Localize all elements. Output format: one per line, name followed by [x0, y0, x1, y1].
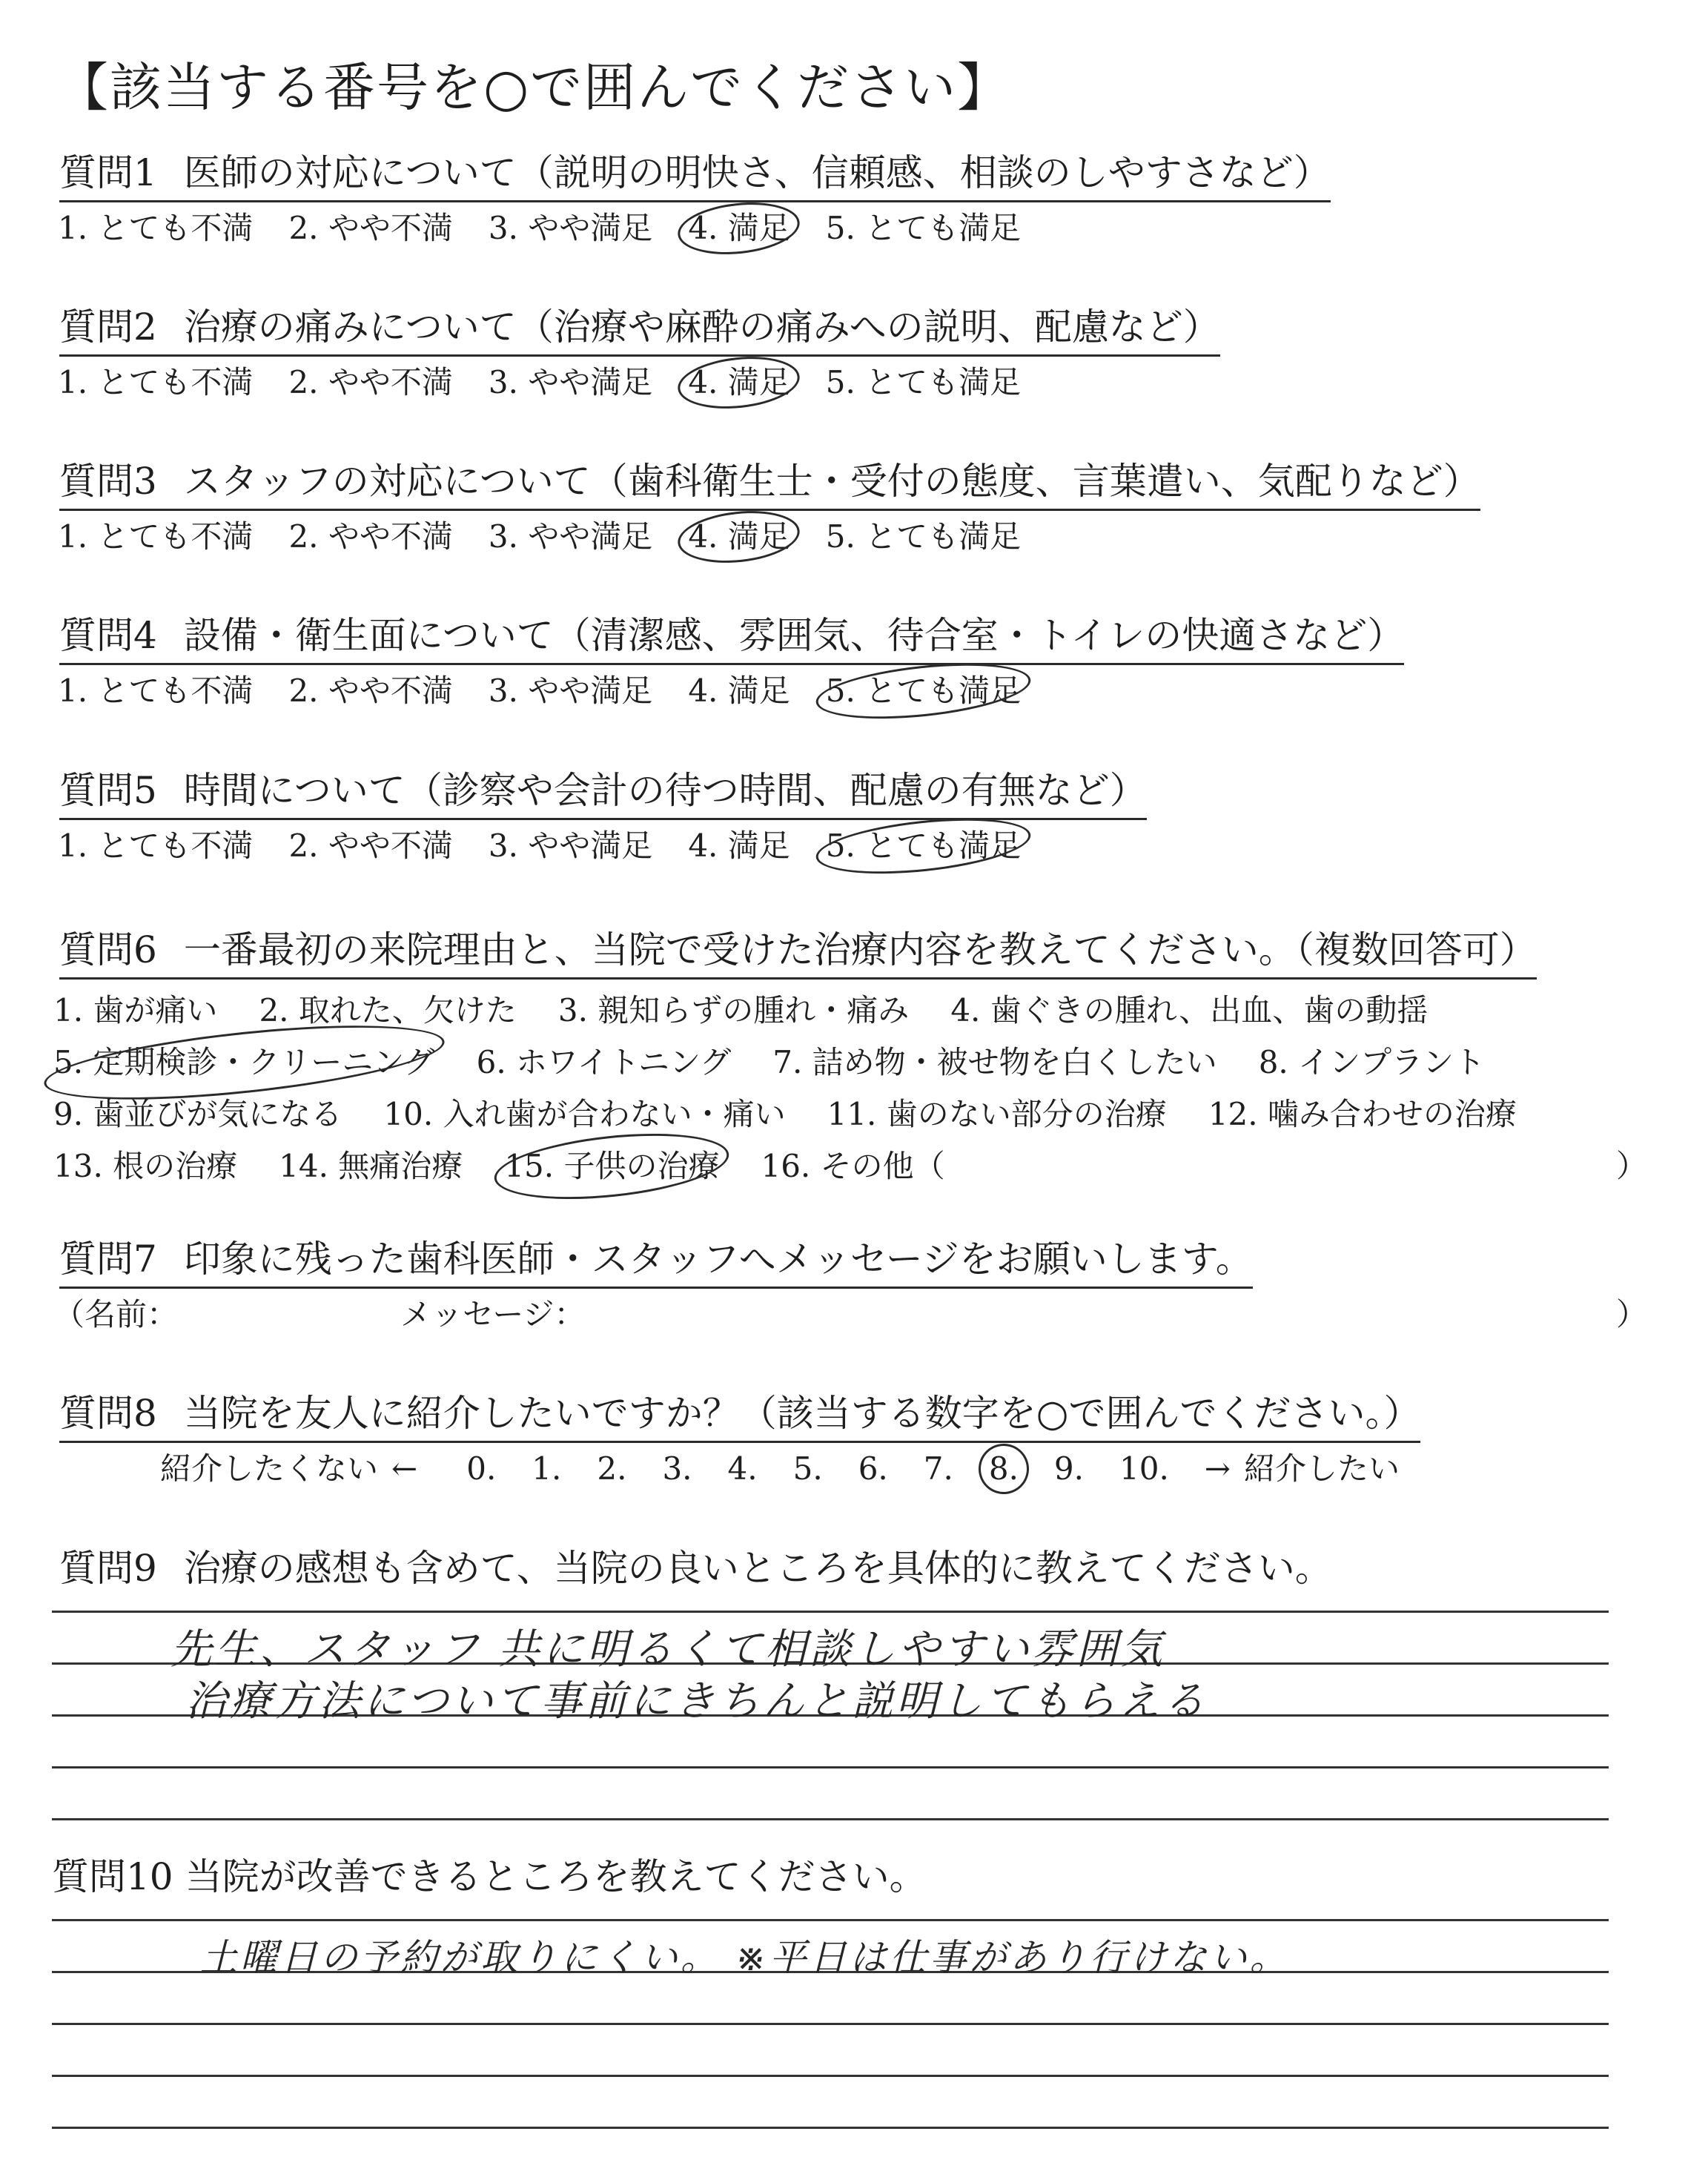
- handwritten-answer: 治療方法について事前にきちんと説明してもらえる: [185, 1677, 1208, 1725]
- scale-value[interactable]: 7.: [923, 1450, 953, 1487]
- answer-option[interactable]: 11. 歯のない部分の治療: [827, 1096, 1167, 1132]
- question-1-heading: [59, 148, 1331, 202]
- question-text: スタッフの対応について（歯科衛生士・受付の態度、言葉遣い、気配りなど）: [183, 460, 1480, 503]
- answer-option[interactable]: 16. その他（: [761, 1148, 945, 1184]
- answer-option[interactable]: 4. 満足: [688, 673, 790, 709]
- message-field[interactable]: [53, 1294, 1647, 1335]
- answer-option[interactable]: 3. やや満足: [488, 673, 653, 709]
- question-text: 一番最初の来院理由と、当院で受けた治療内容を教えてください。（複数回答可）: [183, 928, 1537, 971]
- answer-options: [58, 208, 1021, 249]
- answer-option[interactable]: 1. とても不満: [58, 828, 254, 864]
- answer-option[interactable]: 1. 歯が痛い: [53, 992, 218, 1028]
- answer-option[interactable]: 5. とても満足: [825, 210, 1022, 246]
- question-3-heading: [59, 457, 1480, 511]
- selected-option[interactable]: 4. 満足: [688, 362, 790, 403]
- selected-option[interactable]: 5. とても満足: [826, 670, 1021, 712]
- scale-value[interactable]: 0.: [466, 1450, 497, 1487]
- selected-option[interactable]: 4. 満足: [688, 208, 790, 249]
- question-text: 設備・衛生面について（清潔感、雰囲気、待合室・トイレの快適さなど）: [183, 614, 1405, 657]
- answer-option[interactable]: 1. とても不満: [58, 210, 254, 246]
- answer-option[interactable]: 5. とても満足: [825, 518, 1022, 555]
- answer-option[interactable]: 1. とても不満: [58, 673, 254, 709]
- answer-option[interactable]: 10. 入れ歯が合わない・痛い: [383, 1096, 786, 1132]
- message-label: メッセージ：: [400, 1296, 586, 1332]
- question-4-heading: [59, 611, 1404, 665]
- question-number: 質問4: [59, 614, 157, 657]
- scale-value[interactable]: 5.: [792, 1450, 823, 1487]
- question-10-heading: [52, 1852, 927, 1904]
- question-8-heading: [59, 1389, 1420, 1443]
- scale-right-label: 紹介したい: [1244, 1450, 1400, 1487]
- answer-options: [58, 825, 1021, 867]
- scale-left-label: 紹介したくない: [160, 1450, 379, 1487]
- answer-rule: [52, 1818, 1609, 1820]
- question-text: 治療の感想も含めて、当院の良いところを具体的に教えてください。: [183, 1547, 1332, 1590]
- option-row: [53, 1089, 1647, 1140]
- handwritten-answer: 土曜日の予約が取りにくい。 ※平日は仕事があり行けない。: [200, 1936, 1290, 1979]
- question-9-heading: [59, 1544, 1332, 1596]
- question-number: 質問9: [59, 1547, 157, 1590]
- selected-option[interactable]: 5. 定期検診・クリーニング: [53, 1037, 435, 1089]
- option-row: [53, 1140, 1647, 1192]
- answer-option[interactable]: 7. 詰め物・被せ物を白くしたい: [772, 1044, 1217, 1080]
- answer-options: [58, 362, 1021, 403]
- question-text: 時間について（診察や会計の待つ時間、配慮の有無など）: [183, 769, 1147, 812]
- question-number: 質問10: [52, 1855, 173, 1898]
- left-arrow-icon: ←: [391, 1450, 418, 1487]
- question-number: 質問7: [59, 1238, 157, 1281]
- answer-rule: [52, 1766, 1609, 1768]
- answer-option[interactable]: 6. ホワイトニング: [476, 1044, 732, 1080]
- answer-rule: [52, 2127, 1609, 2129]
- scale-value[interactable]: 10.: [1119, 1450, 1169, 1487]
- question-7-heading: [59, 1235, 1253, 1289]
- question-text: 医師の対応について（説明の明快さ、信頼感、相談のしやすさなど）: [183, 151, 1331, 194]
- question-6-heading: [59, 925, 1537, 980]
- question-text: 当院が改善できるところを教えてください。: [185, 1855, 927, 1898]
- answer-option[interactable]: 3. やや満足: [488, 518, 653, 555]
- right-arrow-icon: →: [1204, 1450, 1231, 1487]
- recommend-scale: [160, 1448, 1400, 1490]
- selected-option[interactable]: 15. 子供の治療: [504, 1140, 719, 1192]
- answer-option[interactable]: 2. やや不満: [288, 828, 453, 864]
- option-row: [53, 1037, 1647, 1089]
- answer-rule: [52, 2075, 1609, 2077]
- answer-option[interactable]: 1. とても不満: [58, 364, 254, 400]
- question-number: 質問3: [59, 460, 157, 503]
- answer-option[interactable]: 2. やや不満: [288, 518, 453, 555]
- answer-options: [58, 516, 1021, 558]
- page-title: 【該当する番号を○で囲んでください】: [56, 57, 1011, 118]
- answer-option[interactable]: 4. 歯ぐきの腫れ、出血、歯の動揺: [950, 992, 1429, 1028]
- question-5-heading: [59, 766, 1147, 820]
- question-text: 印象に残った歯科医師・スタッフへメッセージをお願いします。: [183, 1238, 1253, 1281]
- scale-value[interactable]: 2.: [597, 1450, 627, 1487]
- name-label: （名前：: [53, 1296, 179, 1332]
- answer-option[interactable]: 3. やや満足: [488, 828, 653, 864]
- scale-value[interactable]: 9.: [1053, 1450, 1084, 1487]
- answer-option[interactable]: 2. やや不満: [288, 210, 453, 246]
- answer-option[interactable]: 3. やや満足: [488, 364, 653, 400]
- answer-rule: [52, 1611, 1609, 1613]
- answer-options: [58, 670, 1021, 712]
- answer-option[interactable]: 12. 噛み合わせの治療: [1208, 1096, 1517, 1132]
- question-6-options: [53, 985, 1647, 1192]
- answer-option[interactable]: 4. 満足: [688, 828, 790, 864]
- answer-option[interactable]: 3. 親知らずの腫れ・痛み: [557, 992, 910, 1028]
- answer-option[interactable]: 2. やや不満: [288, 673, 453, 709]
- question-number: 質問6: [59, 928, 157, 971]
- answer-option[interactable]: 2. 取れた、欠けた: [259, 992, 517, 1028]
- scale-value[interactable]: 6.: [858, 1450, 888, 1487]
- scale-value[interactable]: 1.: [532, 1450, 562, 1487]
- handwritten-answer: 先生、スタッフ 共に明るくて相談しやすい雰囲気: [171, 1625, 1165, 1674]
- answer-option[interactable]: 8. インプラント: [1258, 1044, 1486, 1080]
- answer-option[interactable]: 3. やや満足: [488, 210, 653, 246]
- answer-option[interactable]: 9. 歯並びが気になる: [53, 1096, 342, 1132]
- question-number: 質問2: [59, 305, 157, 349]
- answer-option[interactable]: 5. とても満足: [825, 364, 1022, 400]
- selected-option[interactable]: 4. 満足: [688, 516, 790, 558]
- question-text: 当院を友人に紹介したいですか？（該当する数字を○で囲んでください。）: [183, 1392, 1421, 1435]
- answer-rule: [52, 2023, 1609, 2025]
- scale-value[interactable]: 4.: [727, 1450, 758, 1487]
- answer-option[interactable]: 14. 無痛治療: [279, 1148, 463, 1184]
- answer-option[interactable]: 2. やや不満: [288, 364, 453, 400]
- answer-rule: [52, 1919, 1609, 1921]
- scale-value[interactable]: 3.: [662, 1450, 692, 1487]
- close-paren: ）: [1615, 1148, 1647, 1184]
- question-number: 質問1: [59, 151, 157, 194]
- close-paren: ）: [1615, 1296, 1647, 1332]
- answer-option[interactable]: 1. とても不満: [58, 518, 254, 555]
- question-text: 治療の痛みについて（治療や麻酔の痛みへの説明、配慮など）: [183, 305, 1220, 349]
- selected-scale-value[interactable]: 8.: [989, 1448, 1019, 1490]
- question-number: 質問5: [59, 769, 157, 812]
- question-2-heading: [59, 303, 1220, 357]
- question-number: 質問8: [59, 1392, 157, 1435]
- answer-option[interactable]: 13. 根の治療: [53, 1148, 238, 1184]
- selected-option[interactable]: 5. とても満足: [826, 825, 1021, 867]
